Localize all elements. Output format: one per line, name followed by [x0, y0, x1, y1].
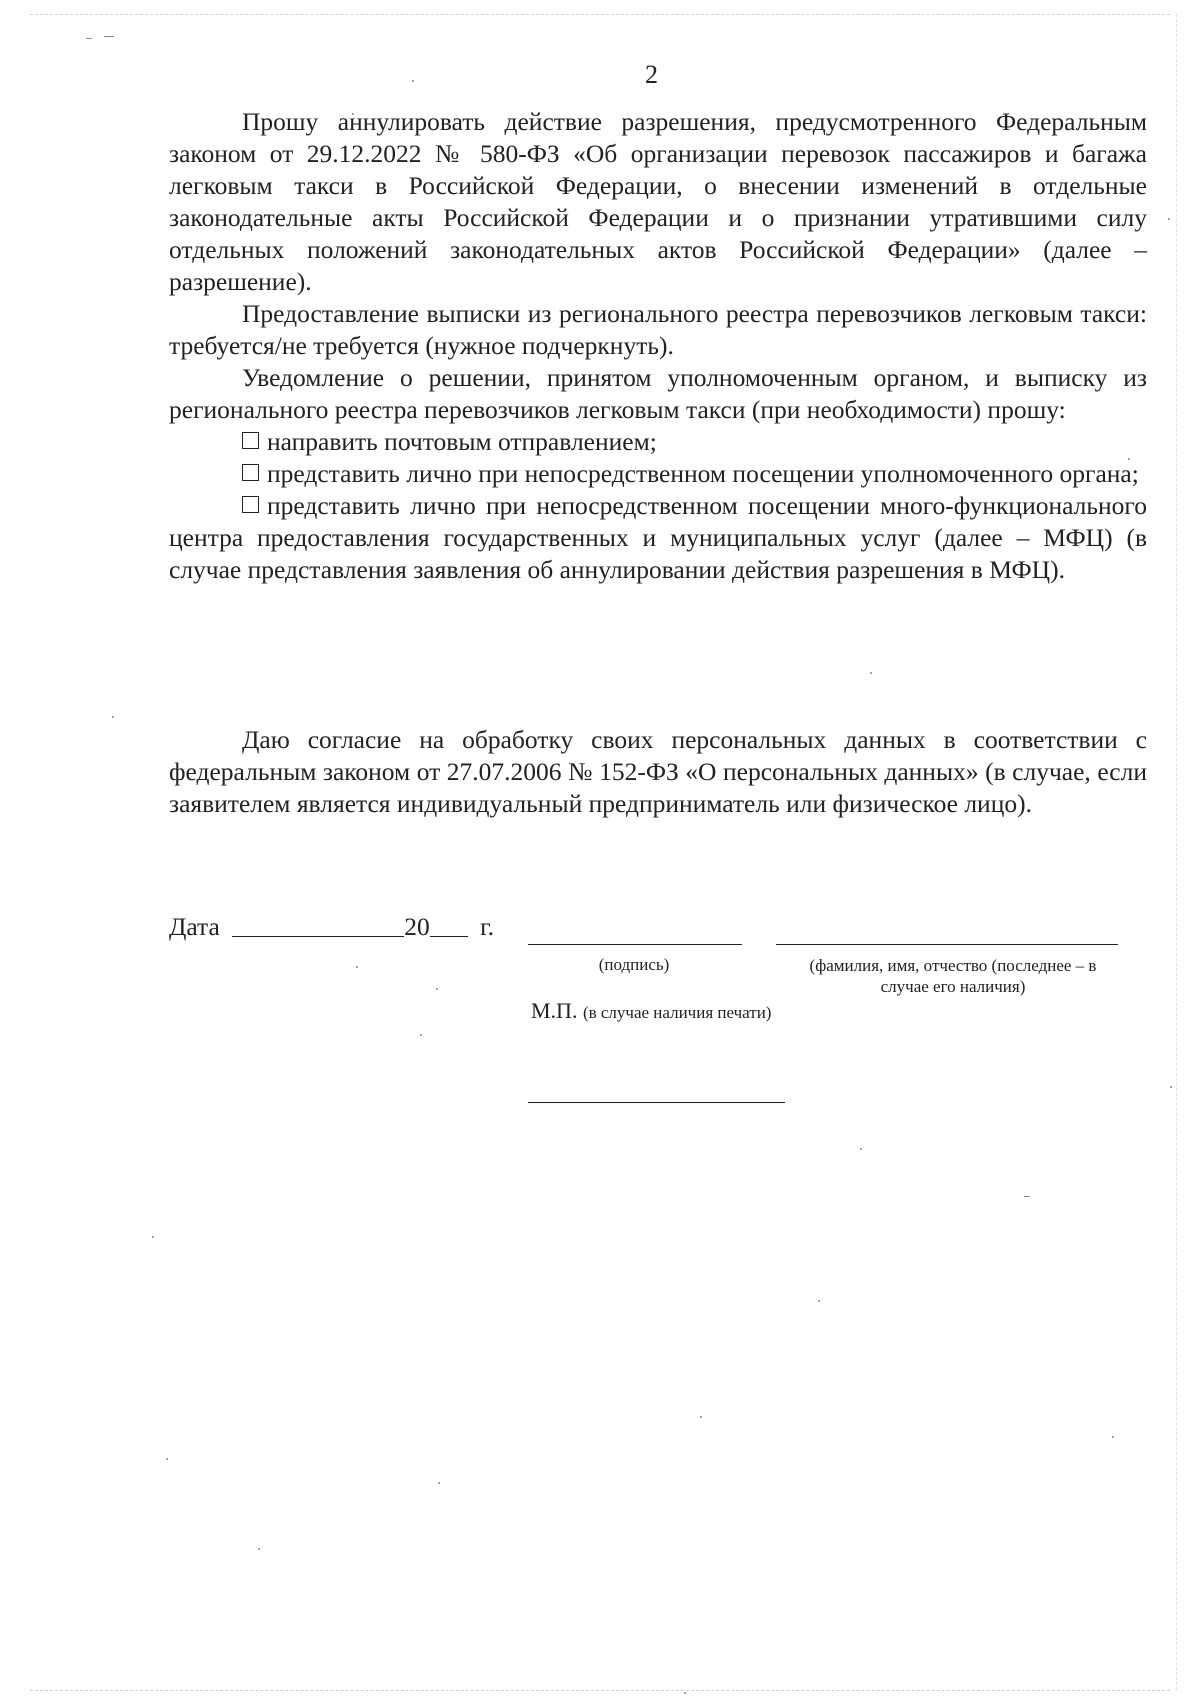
name-caption: (фамилия, имя, отчество (последнее – в случае его наличия) — [809, 956, 1097, 996]
option-item — [169, 458, 1147, 490]
scan-speck — [356, 966, 358, 968]
signature-caption: (подпись) — [598, 955, 670, 974]
scan-speck — [870, 672, 872, 674]
scan-speck — [684, 1692, 686, 1694]
request-paragraph-block — [169, 106, 1147, 586]
option-label: направить почтовым отправлением; — [267, 427, 657, 456]
scan-speck — [1168, 218, 1170, 220]
scan-speck — [438, 1482, 440, 1484]
paragraph-request: Прошу аннулировать действие разрешения, предусмотренного Федеральным законом от 29.12.2022 № 580-ФЗ «Об организации перевозок пассажиров и багажа легковым такси в Российской Федерации, о внесении изменений в отдельные законодательные акты Российской Федерации и о признании утратившими силу отдельных положений законодательных актов Российской Федерации» (далее – разрешение). — [169, 107, 1147, 296]
name-line[interactable] — [776, 944, 1118, 945]
scan-speck — [258, 1548, 260, 1550]
scan-speck — [700, 1416, 702, 1418]
scan-speck — [112, 716, 114, 718]
stamp-condition: (в случае наличия печати) — [582, 1003, 772, 1022]
scan-speck — [1170, 1086, 1172, 1088]
scan-speck — [860, 1148, 862, 1150]
scan-speck — [166, 1458, 168, 1460]
scan-speck — [86, 38, 92, 39]
consent-paragraph-block — [169, 724, 1147, 820]
paragraph-notification: Уведомление о решении, принятом уполномоченным органом, и выписку из регионального реестра перевозчиков легковым такси (при необходимости) прошу: — [169, 363, 1147, 424]
scan-speck — [412, 80, 414, 82]
scan-edge-right — [1176, 14, 1177, 1690]
stamp-note — [531, 998, 771, 1024]
option-item — [169, 426, 1147, 458]
stamp-label: М.П. — [531, 998, 578, 1023]
date-day-month-field[interactable] — [232, 912, 404, 937]
scan-speck — [420, 1034, 422, 1036]
option-item — [169, 490, 1147, 586]
page-number: 2 — [645, 60, 658, 89]
checkbox[interactable] — [242, 464, 259, 481]
paragraph-consent: Даю согласие на обработку своих персональных данных в соответствии с федеральным законом от 27.07.2006 № 152-ФЗ «О персональных данных» (в случае, если заявителем является индивидуальный предприниматель или физическое лицо). — [169, 725, 1147, 818]
checkbox[interactable] — [242, 432, 259, 449]
bottom-signature-line[interactable] — [528, 1102, 785, 1103]
scan-speck — [818, 1300, 820, 1302]
checkbox[interactable] — [242, 496, 259, 513]
option-label: представить лично при непосредственном посещении много-функционального центра предоставления государственных и муниципальных услуг (далее – МФЦ) (в случае представления заявления об аннулировании действия разрешения в МФЦ). — [169, 491, 1147, 584]
scan-speck — [436, 988, 438, 990]
option-label: представить лично при непосредственном посещении уполномоченного органа; — [267, 459, 1139, 488]
year-suffix: г. — [480, 912, 495, 941]
year-prefix: 20 — [404, 912, 430, 941]
date-label: Дата — [169, 912, 220, 941]
scan-speck — [1112, 1436, 1114, 1438]
date-row — [169, 912, 494, 942]
date-year-field[interactable] — [430, 912, 468, 937]
scan-edge-top — [30, 14, 1170, 15]
scan-speck — [152, 1236, 154, 1238]
signature-line[interactable] — [528, 944, 742, 945]
scan-speck — [104, 36, 114, 37]
paragraph-extract: Предоставление выписки из регионального реестра перевозчиков легковым такси: требуется/не требуется (нужное подчеркнуть). — [169, 299, 1147, 360]
scan-speck — [1024, 1196, 1030, 1197]
scan-edge-bottom — [30, 1690, 1170, 1691]
